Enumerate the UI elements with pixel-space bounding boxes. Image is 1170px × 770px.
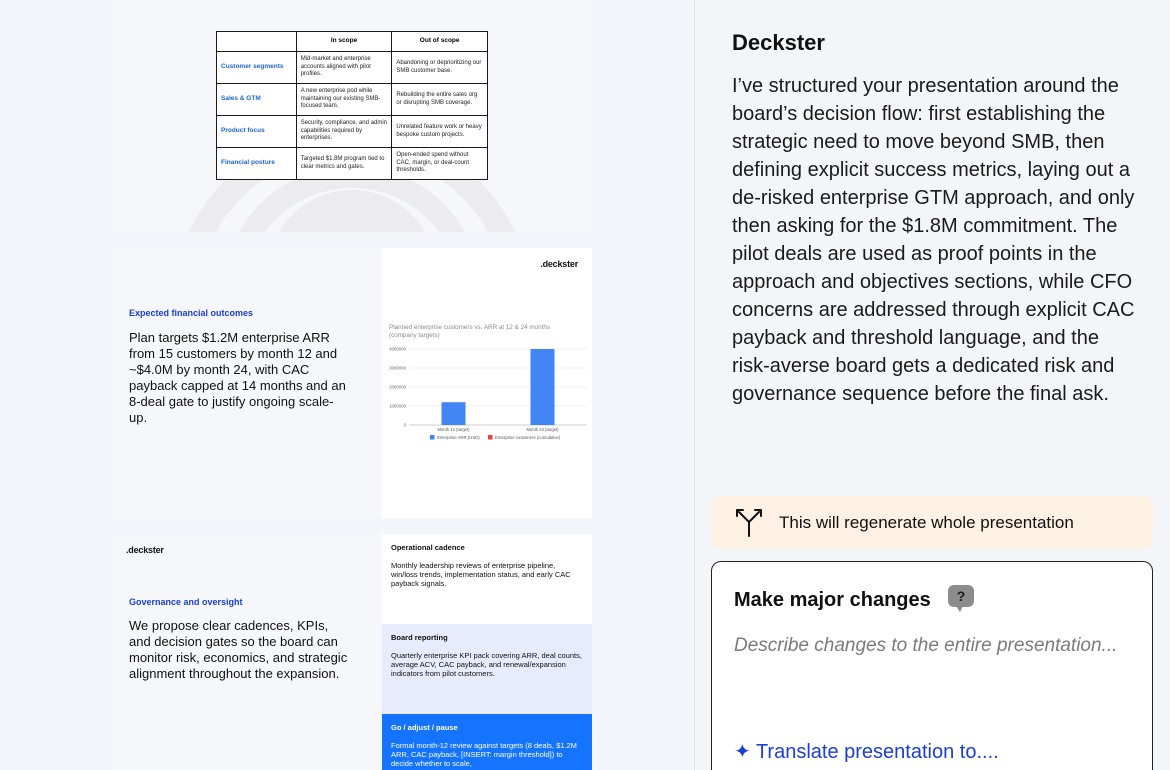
x-tick-label: Month 12 (target)	[437, 427, 470, 432]
major-changes-card	[711, 561, 1153, 770]
chart-title: Planned enterprise customers vs. ARR at 12 & 24 months	[389, 324, 551, 331]
bar-1	[442, 402, 466, 425]
slide-heading: Expected financial outcomes	[129, 308, 254, 318]
deckster-logo: .deckster	[540, 259, 578, 269]
table-header-row	[217, 32, 488, 52]
translate-presentation-link[interactable]: ✦ Translate presentation to....	[734, 741, 999, 763]
legend-swatch	[488, 435, 493, 440]
y-tick-label: 1000000	[389, 403, 406, 409]
row-label: Sales & GTM	[217, 84, 297, 116]
in-scope-cell: Security, compliance, and admin capabilities required by enterprises.	[296, 116, 392, 148]
table-row	[217, 116, 488, 148]
slide-heading: Governance and oversight	[129, 597, 243, 607]
slide-scope[interactable]	[112, 0, 592, 232]
assistant-name: Deckster	[732, 30, 825, 55]
row-label: Financial posture	[217, 148, 297, 180]
assistant-panel	[695, 0, 1170, 770]
table-row	[217, 148, 488, 180]
out-scope-cell: Unrelated feature work or heavy bespoke custom projects.	[392, 116, 488, 148]
legend-label: Enterprise ARR (USD)	[437, 435, 480, 440]
slide-governance[interactable]	[112, 534, 592, 770]
in-scope-cell: Mid-market and enterprise accounts aligned with pilot profiles.	[296, 52, 392, 84]
row-label: Product focus	[217, 116, 297, 148]
table-header-cell	[217, 32, 297, 52]
card-heading: Go / adjust / pause	[391, 723, 458, 732]
out-scope-cell: Open-ended spend without CAC, margin, or deal-count thresholds.	[392, 148, 488, 180]
regenerate-warning-text: This will regenerate whole presentation	[779, 513, 1074, 532]
fork-arrows-icon	[733, 506, 765, 538]
y-tick-label: 0	[403, 422, 406, 428]
table-row	[217, 52, 488, 84]
scope-table	[216, 31, 488, 180]
governance-card-operational-cadence	[382, 534, 592, 624]
x-tick-label: Month 24 (target)	[526, 427, 559, 432]
y-tick-label: 4000000	[389, 346, 406, 352]
governance-card-board-reporting	[382, 624, 592, 714]
regenerate-warning-banner	[711, 496, 1153, 549]
slide-body: Plan targets $1.2M enterprise ARR from 15 customers by month 12 and ~$4.0M by month 24, with CAC payback capped at 14 months and an 8-deal gate to justify ongoing scale-up.	[129, 330, 346, 425]
out-scope-cell: Rebuilding the entire sales org or disrupting SMB coverage.	[392, 84, 488, 116]
legend-label: Enterprise customers (cumulative)	[495, 435, 561, 440]
assistant-message: I’ve structured your presentation around the board’s decision flow: first establishing the strategic need to move beyond SMB, then defining explicit success metrics, laying out a de-risked enterprise GTM approach, and only then asking for the $1.8M commitment. The pilot deals are used as proof points in the approach and objectives sections, while CFO concerns are addressed through explicit CAC payback and threshold language, and the risk-averse board gets a dedicated risk and governance sequence before the final ask.	[732, 75, 1135, 405]
table-header-cell: Out of scope	[392, 32, 488, 52]
help-bubble-icon[interactable]	[946, 584, 976, 614]
in-scope-cell: Targeted $1.8M program tied to clear metrics and gates.	[296, 148, 392, 180]
card-body: Quarterly enterprise KPI pack covering ARR, deal counts, average ACV, CAC payback, and renewal/expansion indicators from pilot customers.	[391, 651, 582, 678]
major-changes-input[interactable]	[734, 634, 1134, 694]
slide-financial-outcomes[interactable]	[112, 248, 592, 518]
table-row	[217, 84, 488, 116]
governance-card-go-adjust-pause	[382, 714, 592, 770]
bar-2	[531, 349, 555, 425]
chart-title: (company targets)	[389, 332, 440, 339]
help-glyph: ?	[956, 588, 966, 604]
deckster-logo: .deckster	[126, 545, 164, 555]
card-heading: Operational cadence	[391, 543, 465, 552]
card-heading: Board reporting	[391, 633, 448, 642]
table-header-cell: In scope	[296, 32, 392, 52]
slide-body: We propose clear cadences, KPIs, and decision gates so the board can monitor risk, economics, and strategic alignment throughout the expansion.	[129, 618, 348, 681]
out-scope-cell: Abandoning or deprioritizing our SMB customer base.	[392, 52, 488, 84]
row-label: Customer segments	[217, 52, 297, 84]
card-body: Formal month-12 review against targets (8 deals, $1.2M ARR, CAC payback, [INSERT: margin threshold]) to decide whether to scale,	[391, 741, 577, 768]
legend-swatch	[430, 435, 435, 440]
major-changes-title: Make major changes	[734, 589, 931, 611]
card-body: Monthly leadership reviews of enterprise pipeline, win/loss trends, implementation status, and early CAC payback signals.	[391, 561, 571, 588]
finance-text-panel	[112, 248, 382, 518]
y-tick-label: 2000000	[389, 384, 406, 390]
y-tick-label: 3000000	[389, 365, 406, 371]
in-scope-cell: A new enterprise pod while maintaining our existing SMB-focused team.	[296, 84, 392, 116]
finance-chart-panel	[382, 248, 592, 518]
bar-chart	[382, 318, 592, 448]
